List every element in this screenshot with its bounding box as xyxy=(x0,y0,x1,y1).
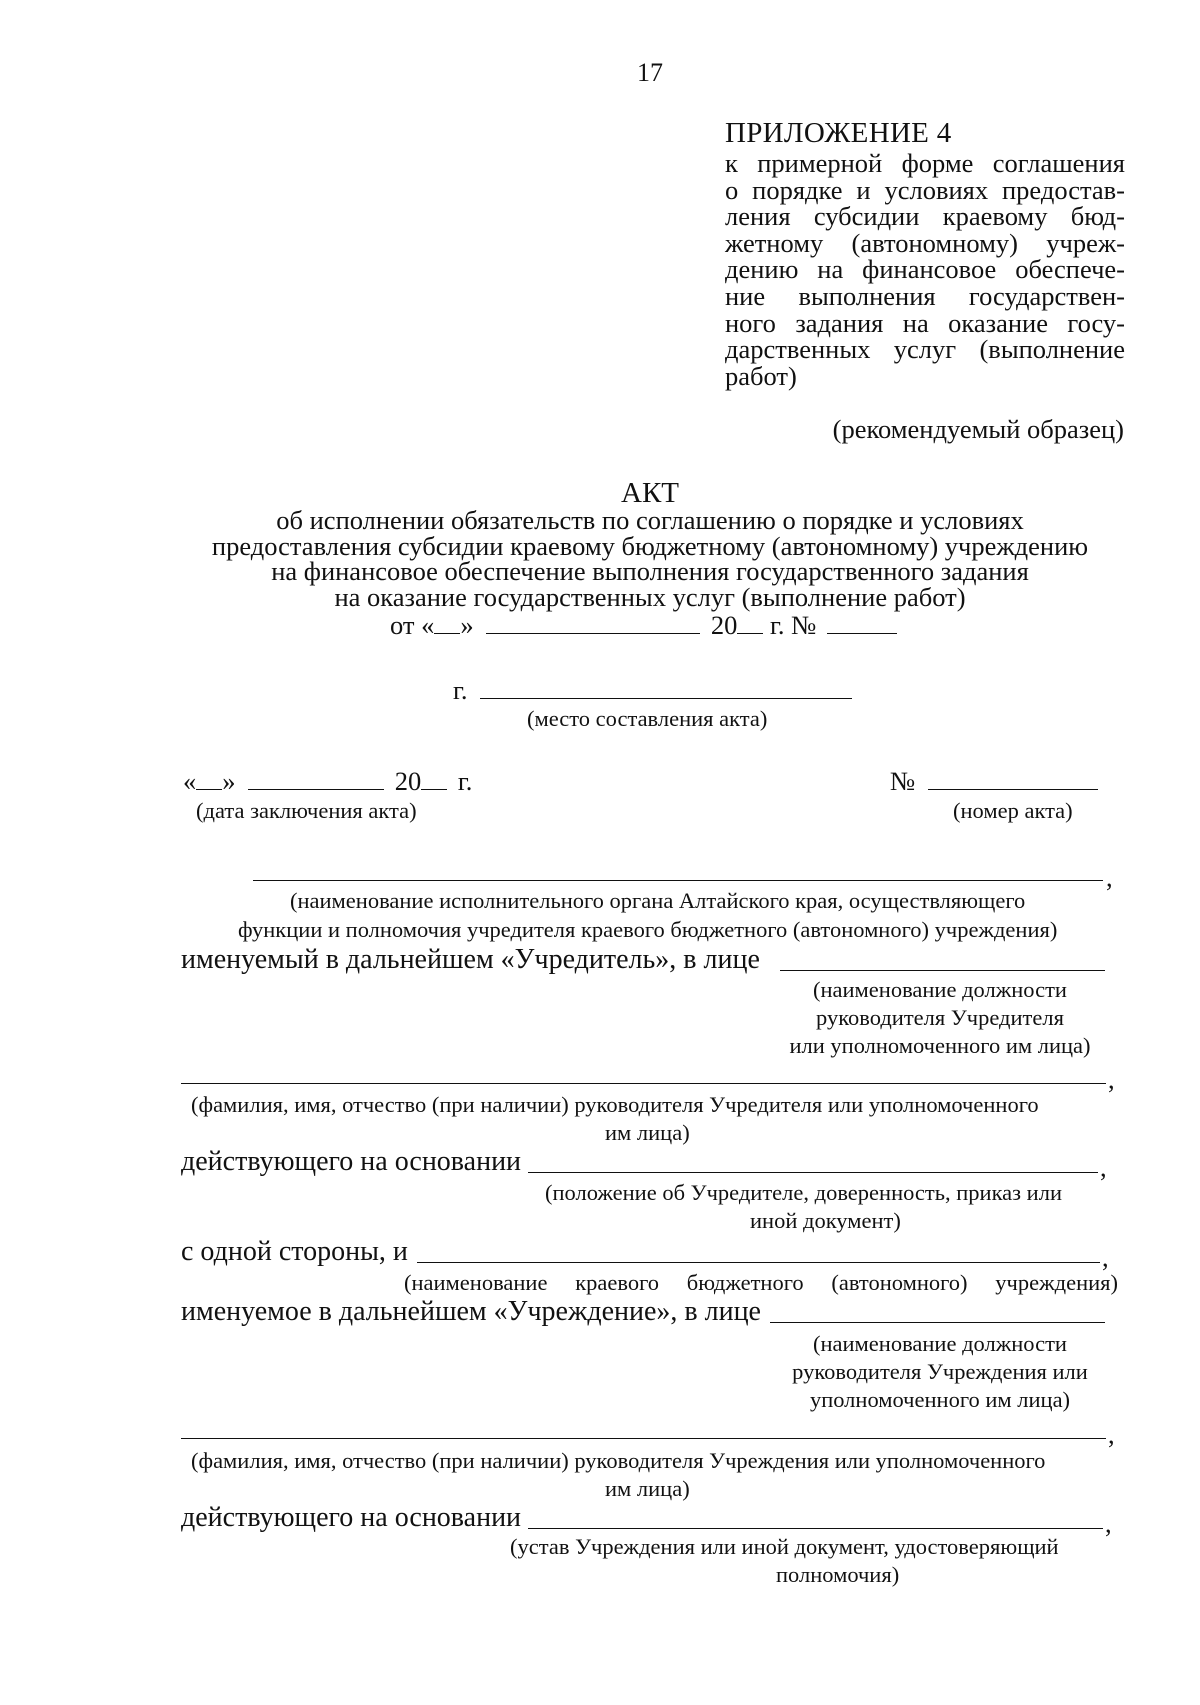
year-prefix: 20 xyxy=(710,610,738,640)
conclusion-date-caption: (дата заключения акта) xyxy=(196,798,417,823)
caption-line: или уполномоченного им лица) xyxy=(789,1033,1091,1058)
appendix-line: жетному (автономному) учреж- xyxy=(725,227,1125,258)
founder-position-field[interactable] xyxy=(780,970,1105,971)
quote-close: » xyxy=(460,610,474,640)
from-label: от « xyxy=(390,610,435,640)
conclusion-number-caption: (номер акта) xyxy=(953,798,1073,823)
place-line xyxy=(453,675,852,706)
institution-fio-caption-2: им лица) xyxy=(605,1476,690,1501)
institution-fio-field[interactable] xyxy=(181,1438,1106,1439)
institution-position-caption xyxy=(760,1330,1120,1414)
appendix-title: ПРИЛОЖЕНИЕ 4 xyxy=(725,117,952,149)
comma: , xyxy=(1105,1508,1112,1538)
quote-close: » xyxy=(222,766,236,796)
appendix-line: дению на финансовое обеспече- xyxy=(725,254,1125,285)
appendix-line: ного задания на оказание госу- xyxy=(725,307,1125,338)
founder-basis-caption-1: (положение об Учредителе, доверенность, приказ или xyxy=(545,1180,1062,1205)
founder-org-caption-2: функции и полномочия учредителя краевого бюджетного (автономного) учреждения) xyxy=(238,917,1058,942)
founder-position-caption xyxy=(760,976,1120,1060)
comma: , xyxy=(1108,1419,1115,1449)
act-subtitle-line: на финансовое обеспечение выполнения государственного задания xyxy=(271,556,1029,586)
conclusion-number-field[interactable] xyxy=(928,767,1098,790)
year-prefix: 20 xyxy=(394,766,422,796)
institution-named-as: именуемое в дальнейшем «Учреждение», в лице xyxy=(181,1296,761,1327)
act-number-label: г. № xyxy=(769,610,817,640)
founder-basis-field[interactable] xyxy=(528,1172,1098,1173)
appendix-line: ние выполнения государствен- xyxy=(725,280,1125,311)
institution-basis-field[interactable] xyxy=(528,1528,1103,1529)
quote-open: « xyxy=(183,766,197,796)
appendix-text xyxy=(725,150,1125,389)
institution-basis-caption-1: (устав Учреждения или иной документ, удостоверяющий xyxy=(510,1534,1059,1559)
founder-org-field[interactable] xyxy=(253,880,1103,881)
institution-basis-caption-2: полномочия) xyxy=(776,1562,900,1587)
place-caption: (место составления акта) xyxy=(527,706,768,731)
institution-position-field[interactable] xyxy=(770,1322,1105,1323)
one-side-label: с одной стороны, и xyxy=(181,1236,408,1267)
appendix-line: о порядке и условиях предостав- xyxy=(725,174,1125,205)
number-sign: № xyxy=(890,766,916,796)
year-field[interactable] xyxy=(737,611,763,634)
caption-line: уполномоченного им лица) xyxy=(809,1387,1071,1412)
recommended-sample-label: (рекомендуемый образец) xyxy=(832,414,1124,444)
page-number: 17 xyxy=(637,58,663,87)
month-field[interactable] xyxy=(486,611,700,634)
conclusion-date-line xyxy=(183,766,472,797)
appendix-line: к примерной форме соглашения xyxy=(725,148,1125,178)
founder-basis-caption-2: иной документ) xyxy=(750,1208,901,1233)
caption-line: (наименование должности xyxy=(813,977,1067,1002)
act-date-line xyxy=(390,610,897,641)
institution-acting-basis: действующего на основании xyxy=(181,1502,522,1533)
comma: , xyxy=(1106,862,1113,892)
institution-name-caption: (наименование краевого бюджетного (автономного) учреждения) xyxy=(404,1270,1118,1295)
founder-named-as: именуемый в дальнейшем «Учредитель», в лице xyxy=(181,944,760,975)
institution-fio-caption-1: (фамилия, имя, отчество (при наличии) руководителя Учреждения или уполномоченного xyxy=(191,1448,1046,1473)
act-subtitle-line: предоставления субсидии краевому бюджетному (автономному) учреждению xyxy=(211,530,1089,561)
appendix-line: дарственных услуг (выполнение xyxy=(725,334,1125,365)
founder-fio-caption-1: (фамилия, имя, отчество (при наличии) руководителя Учредителя или уполномоченного xyxy=(191,1092,1039,1117)
comma: , xyxy=(1102,1242,1109,1272)
day-field[interactable] xyxy=(434,611,460,634)
appendix-line: работ) xyxy=(725,360,797,391)
year-suffix: г. xyxy=(457,766,473,796)
founder-org-caption-1: (наименование исполнительного органа Алтайского края, осуществляющего xyxy=(290,888,1026,913)
founder-fio-caption-2: им лица) xyxy=(605,1120,690,1145)
institution-name-field[interactable] xyxy=(417,1262,1100,1263)
founder-acting-basis: действующего на основании xyxy=(181,1146,522,1177)
city-prefix: г. xyxy=(453,675,468,705)
founder-fio-field[interactable] xyxy=(181,1083,1106,1084)
comma: , xyxy=(1108,1064,1115,1094)
comma: , xyxy=(1100,1152,1107,1182)
caption-line: руководителя Учреждения или xyxy=(792,1359,1088,1384)
conclusion-month-field[interactable] xyxy=(248,767,384,790)
act-number-field[interactable] xyxy=(827,611,897,634)
conclusion-day-field[interactable] xyxy=(196,767,222,790)
act-subtitle-line: об исполнении обязательств по соглашению о порядке и условиях xyxy=(276,505,1024,535)
appendix-line: ления субсидии краевому бюд- xyxy=(725,201,1125,232)
conclusion-number-line xyxy=(890,766,1098,797)
act-subtitle-line: на оказание государственных услуг (выполнение работ) xyxy=(334,581,966,612)
conclusion-year-field[interactable] xyxy=(421,767,447,790)
caption-line: (наименование должности xyxy=(813,1331,1067,1356)
place-field[interactable] xyxy=(480,676,852,699)
act-subtitle xyxy=(0,505,1200,612)
appendix-block xyxy=(725,116,1125,389)
caption-line: руководителя Учредителя xyxy=(816,1005,1064,1030)
act-title: АКТ xyxy=(621,477,679,509)
